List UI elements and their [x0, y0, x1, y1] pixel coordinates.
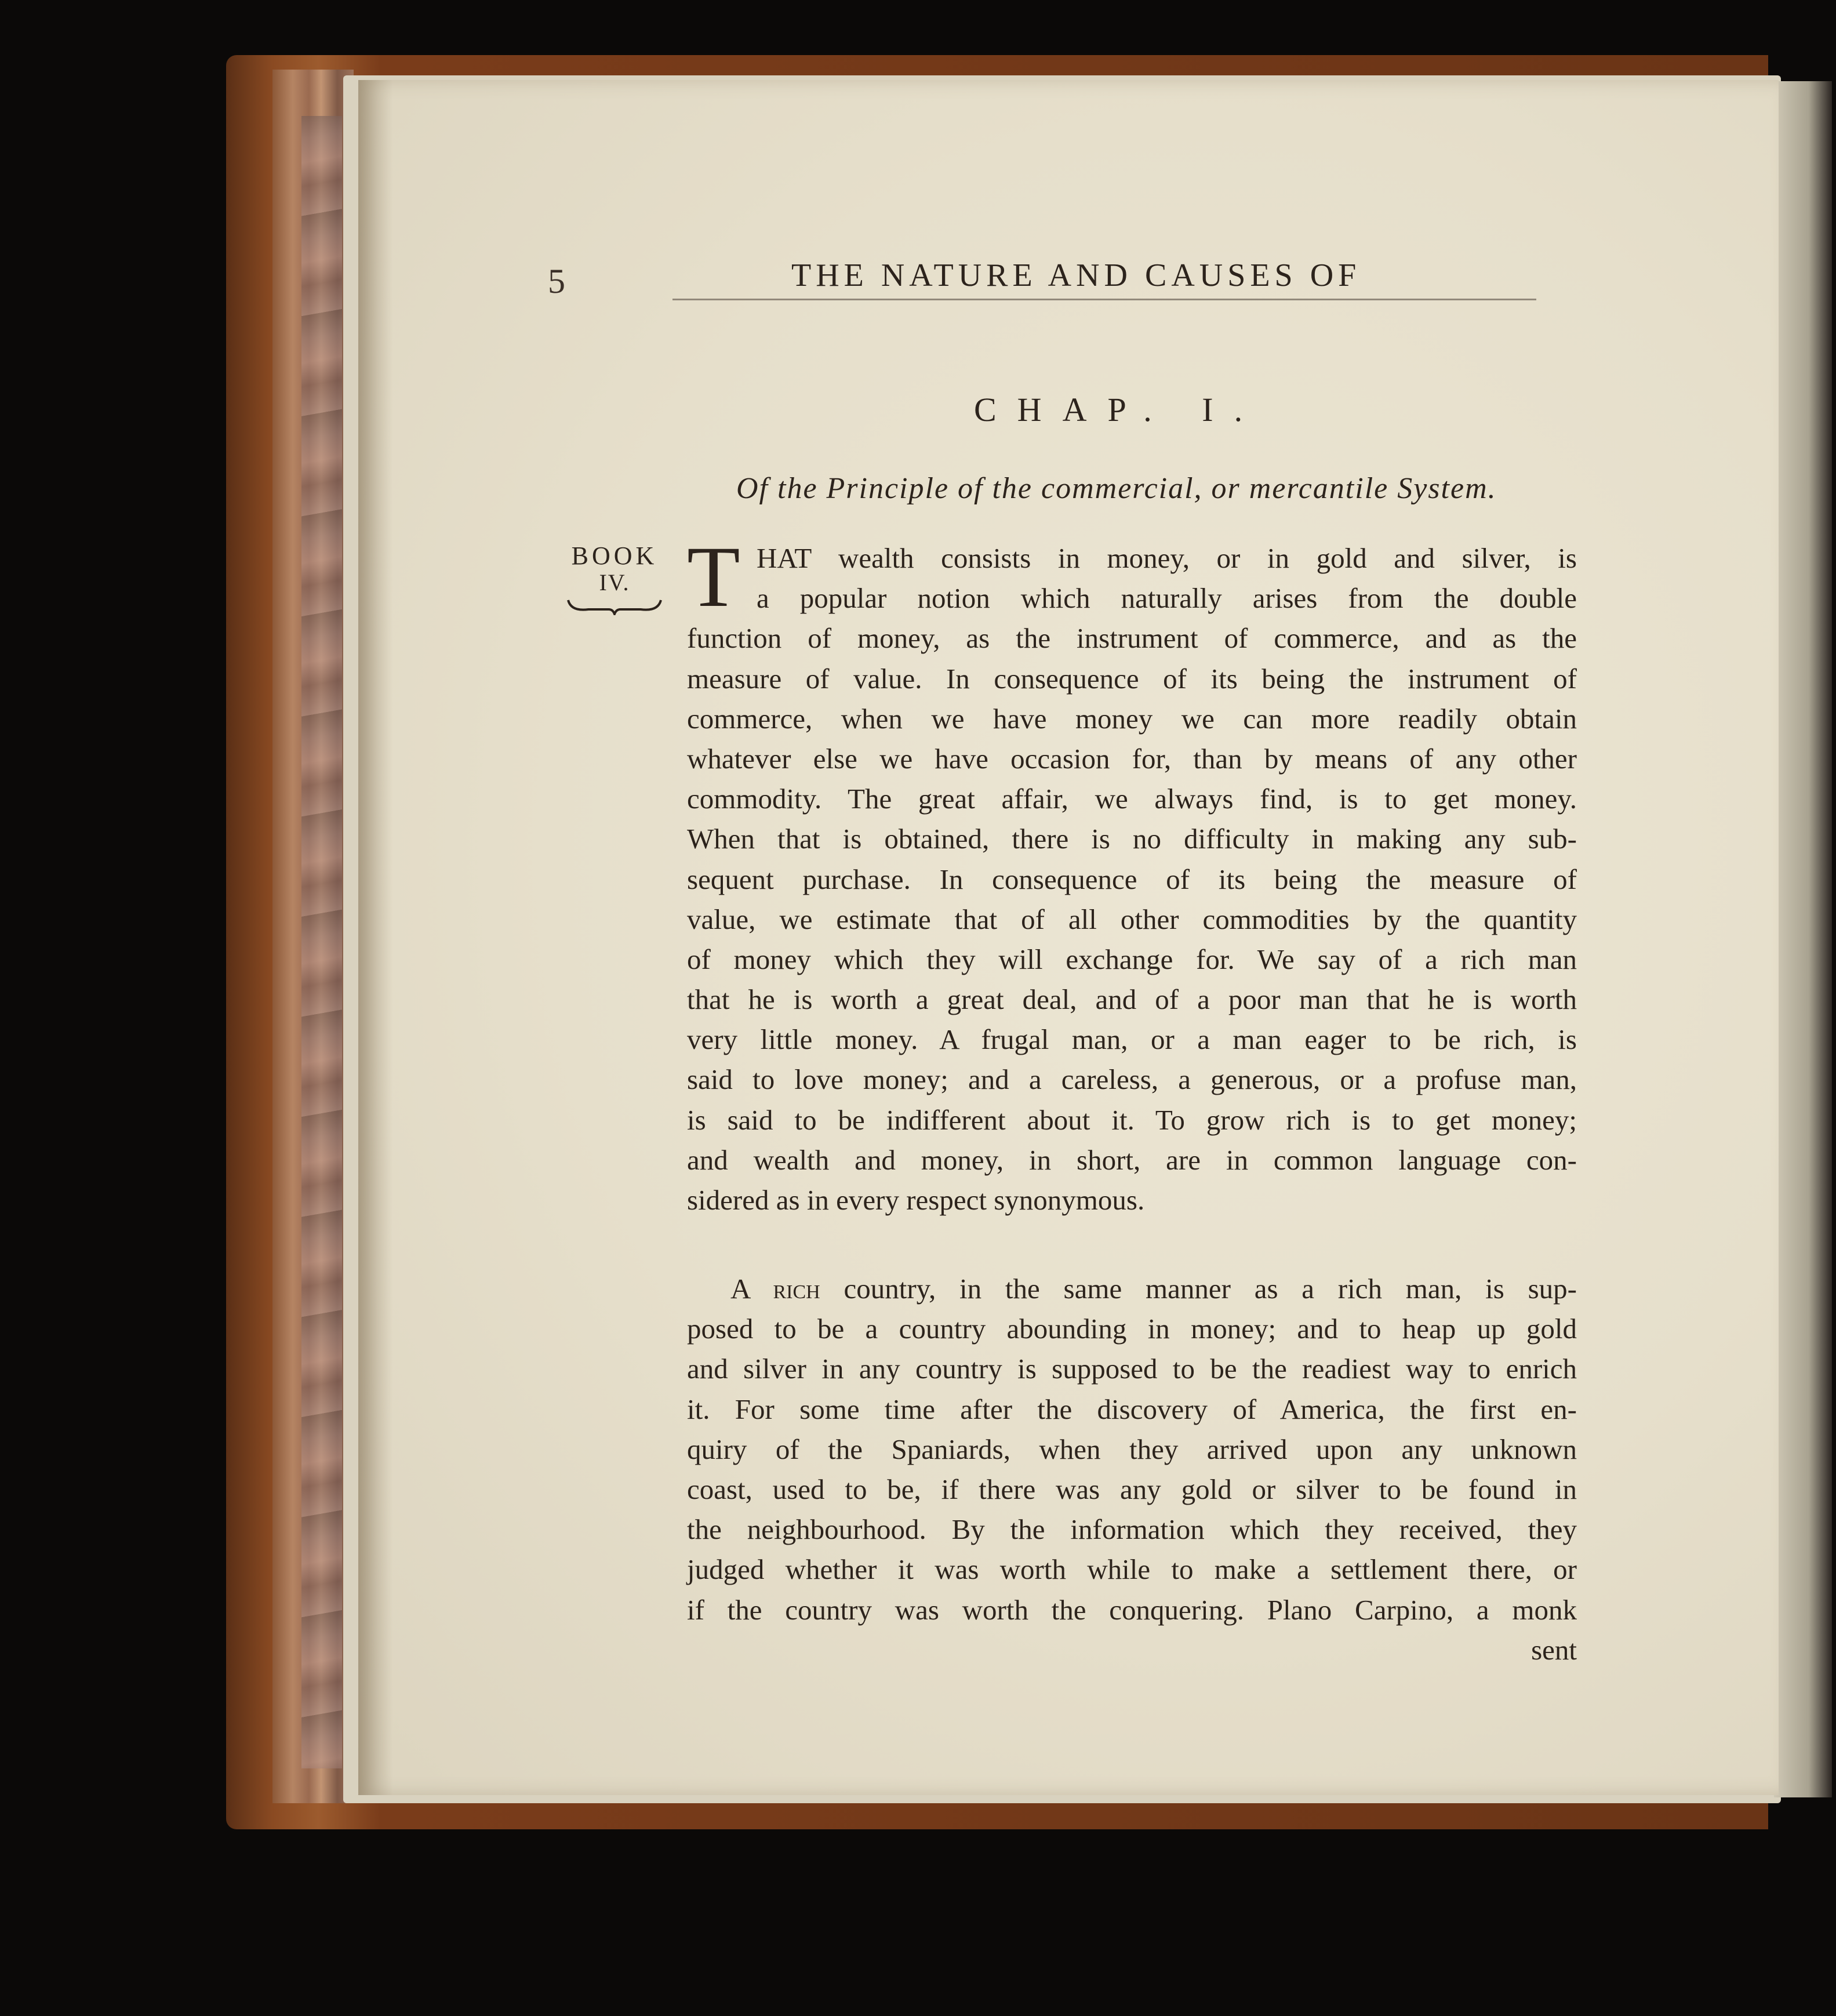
text-line: it. For some time after the discovery of America, the first en-	[687, 1393, 1577, 1425]
text-line: if the country was worth the conquering. Plano Carpino, a monk	[687, 1593, 1577, 1626]
text-line: and wealth and money, in short, are in common language con-	[687, 1143, 1577, 1176]
text-line: coast, used to be, if there was any gold or silver to be found in	[687, 1473, 1577, 1505]
gutter-shadow	[358, 80, 393, 1795]
chapter-subtitle: Of the Principle of the commercial, or mercantile System.	[736, 472, 1497, 505]
text-line: a popular notion which naturally arises from the double	[757, 582, 1577, 615]
text-line: whatever else we have occasion for, than by means of any other	[687, 742, 1577, 775]
paragraph-2	[687, 1269, 1577, 1670]
margin-note	[559, 542, 670, 615]
text-line: measure of value. In consequence of its being the instrument of	[687, 662, 1577, 695]
text-line-rest: country, in the same manner as a rich man, is sup-	[820, 1273, 1577, 1305]
catchword: sent	[1531, 1633, 1577, 1666]
text-line: function of money, as the instrument of commerce, and as the	[687, 622, 1577, 655]
text-line: posed to be a country abounding in money; and to heap up gold	[687, 1313, 1577, 1345]
text-line: very little money. A frugal man, or a man eager to be rich, is	[687, 1023, 1577, 1056]
running-head: THE NATURE AND CAUSES OF	[791, 257, 1361, 293]
page-number: 5	[548, 262, 565, 300]
margin-note-book: BOOK	[571, 542, 658, 570]
text-line: is said to be indifferent about it. To grow rich is to get money;	[687, 1103, 1577, 1136]
chapter-title: CHAP. I.	[974, 391, 1264, 428]
text-line: sidered as in every respect synonymous.	[687, 1184, 1145, 1216]
text-line	[687, 1269, 1577, 1309]
text-line: value, we estimate that of all other commodities by the quantity	[687, 903, 1577, 935]
text-line: judged whether it was worth while to make a settlement there, or	[687, 1553, 1577, 1586]
paragraph-lead-smallcaps: A rich	[730, 1273, 820, 1305]
brace-ornament-icon	[565, 598, 664, 615]
fore-edge-pages	[1774, 81, 1832, 1797]
running-head-rule	[672, 299, 1536, 300]
text-line: said to love money; and a careless, a generous, or a profuse man,	[687, 1063, 1577, 1096]
text-line: When that is obtained, there is no difficulty in making any sub-	[687, 823, 1577, 855]
text-line: of money which they will exchange for. We say of a rich man	[687, 943, 1577, 975]
text-line: HAT wealth consists in money, or in gold and silver, is	[757, 542, 1577, 574]
text-line: the neighbourhood. By the information which they received, they	[687, 1513, 1577, 1546]
drop-cap: T	[687, 529, 740, 625]
text-line: commerce, when we have money we can more readily obtain	[687, 702, 1577, 735]
text-line: sequent purchase. In consequence of its being the measure of	[687, 863, 1577, 895]
text-line: that he is worth a great deal, and of a poor man that he is worth	[687, 983, 1577, 1016]
text-line: quiry of the Spaniards, when they arrived upon any unknown	[687, 1433, 1577, 1465]
marbled-endpaper	[301, 116, 342, 1768]
text-line: commodity. The great affair, we always find, is to get money.	[687, 783, 1577, 815]
text-line: and silver in any country is supposed to be the readiest way to enrich	[687, 1353, 1577, 1385]
paragraph-1	[687, 529, 1577, 1220]
margin-note-volume: IV.	[599, 569, 630, 595]
